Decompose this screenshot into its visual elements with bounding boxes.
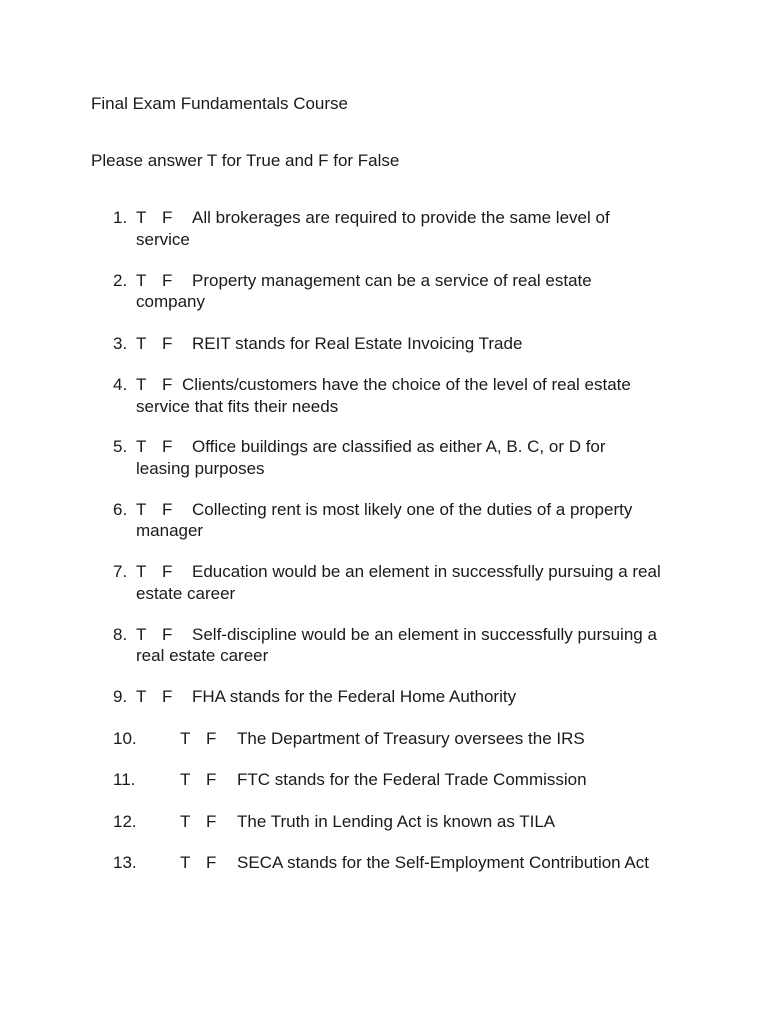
question-text-continued: manager bbox=[136, 521, 204, 540]
false-option: F bbox=[162, 437, 173, 456]
question-number: 13. bbox=[113, 853, 137, 872]
question-number: 4. bbox=[113, 375, 128, 394]
false-option: F bbox=[162, 500, 173, 519]
false-option: F bbox=[162, 375, 173, 394]
question-text: FHA stands for the Federal Home Authority bbox=[192, 687, 517, 706]
true-option: T bbox=[136, 334, 147, 353]
question-number: 8. bbox=[113, 625, 128, 644]
question-text-continued: estate career bbox=[136, 584, 236, 603]
question-number: 7. bbox=[113, 562, 128, 581]
question-number: 11. bbox=[113, 770, 136, 789]
question-text: Self-discipline would be an element in successfully pursuing a bbox=[192, 625, 657, 644]
false-option: F bbox=[206, 812, 217, 831]
question-text: REIT stands for Real Estate Invoicing Trade bbox=[192, 334, 523, 353]
question-text-continued: service that fits their needs bbox=[136, 397, 339, 416]
question-number: 3. bbox=[113, 334, 128, 353]
question-text-continued: leasing purposes bbox=[136, 459, 265, 478]
true-option: T bbox=[136, 208, 147, 227]
false-option: F bbox=[162, 687, 173, 706]
question-number: 10. bbox=[113, 729, 137, 748]
question-number: 6. bbox=[113, 500, 128, 519]
question-text: SECA stands for the Self-Employment Contribution Act bbox=[237, 853, 649, 872]
question-text: Property management can be a service of real estate bbox=[192, 271, 592, 290]
instructions: Please answer T for True and F for False bbox=[91, 151, 400, 170]
false-option: F bbox=[162, 625, 173, 644]
true-option: T bbox=[180, 853, 191, 872]
question-number: 5. bbox=[113, 437, 128, 456]
true-option: T bbox=[136, 687, 147, 706]
page-title: Final Exam Fundamentals Course bbox=[91, 94, 349, 113]
question-number: 2. bbox=[113, 271, 128, 290]
question-number: 12. bbox=[113, 812, 137, 831]
question-text: Clients/customers have the choice of the level of real estate bbox=[182, 375, 631, 394]
true-option: T bbox=[136, 562, 147, 581]
false-option: F bbox=[162, 334, 173, 353]
false-option: F bbox=[162, 562, 173, 581]
false-option: F bbox=[206, 770, 217, 789]
true-option: T bbox=[136, 500, 147, 519]
false-option: F bbox=[206, 729, 217, 748]
false-option: F bbox=[162, 208, 173, 227]
true-option: T bbox=[136, 375, 147, 394]
question-number: 9. bbox=[113, 687, 128, 706]
question-text: FTC stands for the Federal Trade Commission bbox=[237, 770, 587, 789]
question-text-continued: company bbox=[136, 292, 205, 311]
question-text: All brokerages are required to provide the same level of bbox=[192, 208, 610, 227]
false-option: F bbox=[162, 271, 173, 290]
question-text: Office buildings are classified as either A, B. C, or D for bbox=[192, 437, 606, 456]
true-option: T bbox=[136, 271, 147, 290]
question-text-continued: service bbox=[136, 230, 190, 249]
question-text-continued: real estate career bbox=[136, 646, 269, 665]
question-text: The Department of Treasury oversees the IRS bbox=[237, 729, 585, 748]
question-text: The Truth in Lending Act is known as TILA bbox=[237, 812, 556, 831]
false-option: F bbox=[206, 853, 217, 872]
question-text: Education would be an element in successfully pursuing a real bbox=[192, 562, 661, 581]
true-option: T bbox=[180, 812, 191, 831]
true-option: T bbox=[180, 770, 191, 789]
true-option: T bbox=[136, 437, 147, 456]
question-number: 1. bbox=[113, 208, 128, 227]
true-option: T bbox=[180, 729, 191, 748]
question-text: Collecting rent is most likely one of the duties of a property bbox=[192, 500, 633, 519]
true-option: T bbox=[136, 625, 147, 644]
